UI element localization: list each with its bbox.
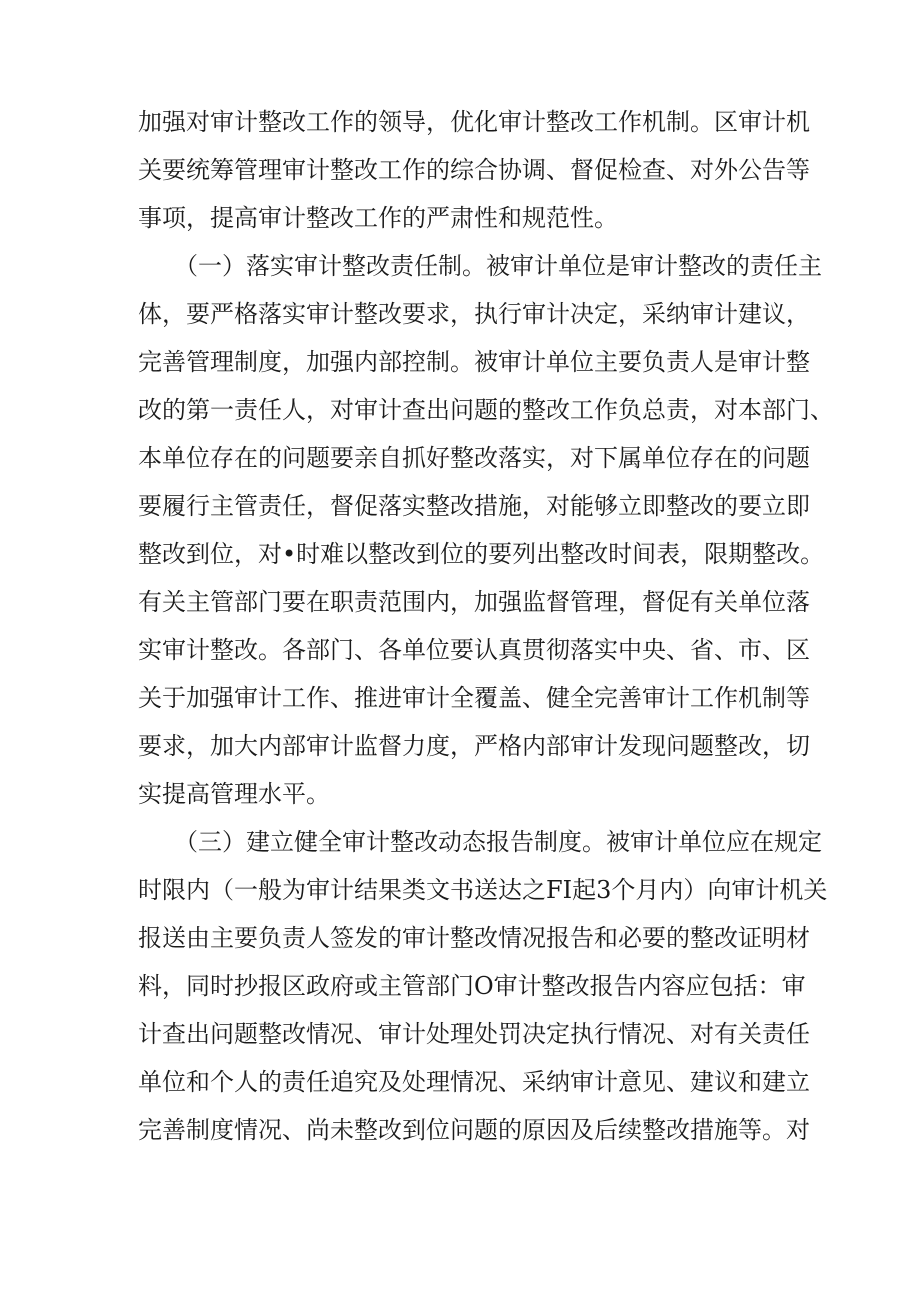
text-line: 体，要严格落实审计整改要求，执行审计决定，采纳审计建议， <box>138 300 810 328</box>
text-line: 整改到位，对•时难以整改到位的要列出整改时间表，限期整改。 <box>138 540 825 568</box>
text-line: 完善制度情况、尚未整改到位问题的原因及后续整改措施等。对 <box>138 1116 810 1144</box>
text-line: 计查出问题整改情况、审计处理处罚决定执行情况、对有关责任 <box>138 1020 810 1048</box>
text-line: （一）落实审计整改责任制。被审计单位是审计整改的责任主 <box>138 252 822 280</box>
text-line: 要履行主管责任，督促落实整改措施，对能够立即整改的要立即 <box>138 492 810 520</box>
text-line: 时限内（一般为审计结果类文书送达之FI起3个月内）向审计机关 <box>138 876 828 904</box>
text-line: 有关主管部门要在职责范围内，加强监督管理，督促有关单位落 <box>138 588 810 616</box>
text-line: 单位和个人的责任追究及处理情况、采纳审计意见、建议和建立 <box>138 1068 810 1096</box>
text-line: 要求，加大内部审计监督力度，严格内部审计发现问题整改，切 <box>138 732 810 760</box>
body-text <box>138 98 834 1154</box>
text-line: 关于加强审计工作、推进审计全覆盖、健全完善审计工作机制等 <box>138 684 810 712</box>
text-line: 事项，提高审计整改工作的严肃性和规范性。 <box>138 204 618 232</box>
text-line: 实审计整改。各部门、各单位要认真贯彻落实中央、省、市、区 <box>138 636 810 664</box>
text-line: （三）建立健全审计整改动态报告制度。被审计单位应在规定 <box>138 828 822 856</box>
text-line: 改的第一责任人，对审计查出问题的整改工作负总责，对本部门、 <box>138 396 834 424</box>
text-line: 关要统筹管理审计整改工作的综合协调、督促检查、对外公告等 <box>138 156 810 184</box>
text-line: 报送由主要负责人签发的审计整改情况报告和必要的整改证明材 <box>138 924 810 952</box>
text-line: 加强对审计整改工作的领导，优化审计整改工作机制。区审计机 <box>138 108 810 136</box>
text-line: 完善管理制度，加强内部控制。被审计单位主要负责人是审计整 <box>138 348 810 376</box>
text-line: 本单位存在的问题要亲自抓好整改落实，对下属单位存在的问题 <box>138 444 810 472</box>
text-line: 实提高管理水平。 <box>138 780 330 808</box>
text-line: 料，同时抄报区政府或主管部门O审计整改报告内容应包括：审 <box>138 972 806 1000</box>
